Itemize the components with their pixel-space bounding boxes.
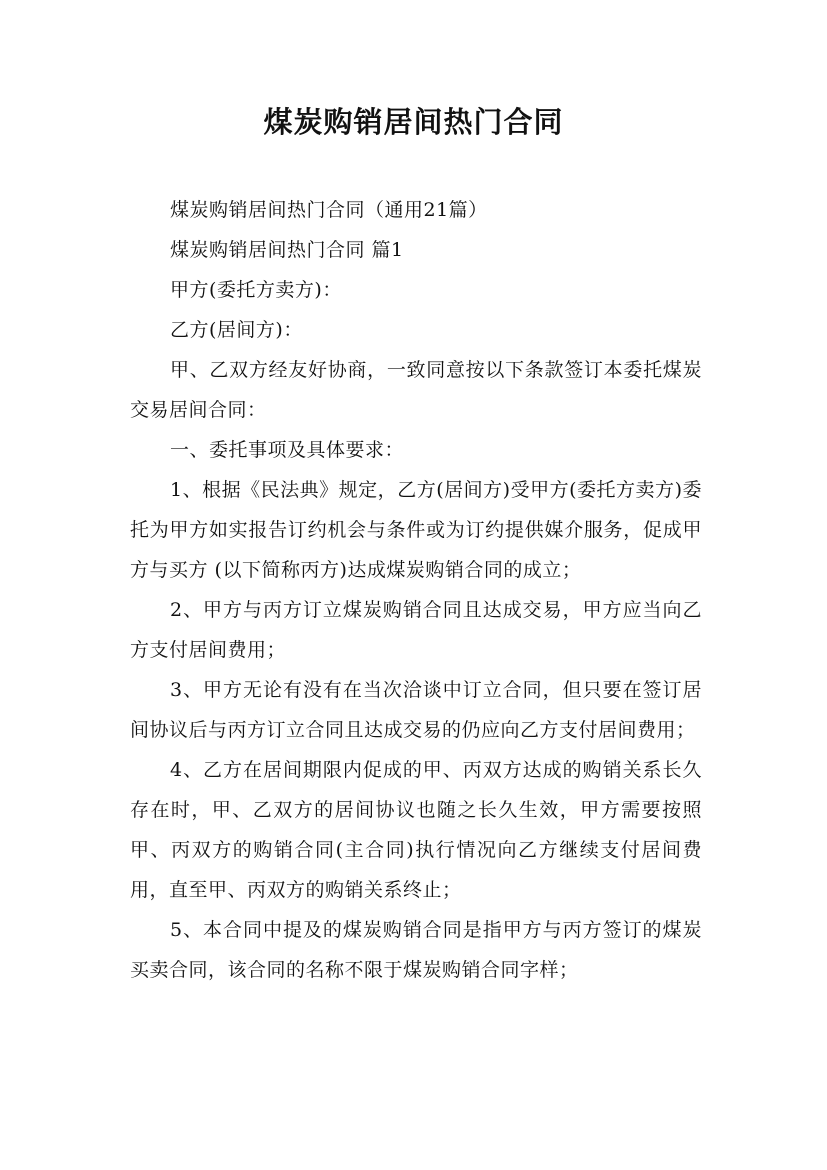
paragraph-preamble: 甲、乙双方经友好协商，一致同意按以下条款签订本委托煤炭交易居间合同： [130,359,702,421]
paragraph-party-b: 乙方(居间方)： [170,319,303,341]
paragraph-clause-3: 3、甲方无论有没有在当次洽谈中订立合同，但只要在签订居间协议后与丙方订立合同且达成交易的仍应向乙方支付居间费用； [130,679,702,741]
document-title: 煤炭购销居间热门合同 [263,105,564,139]
paragraph-clause-4: 4、乙方在居间期限内促成的甲、丙双方达成的购销关系长久存在时，甲、乙双方的居间协议也随之长久生效，甲方需要按照甲、丙双方的购销合同(主合同)执行情况向乙方继续支付居间费用，直至甲、丙双方的购销关系终止； [130,759,702,901]
paragraph-clause-1: 1、根据《民法典》规定，乙方(居间方)受甲方(委托方卖方)委托为甲方如实报告订约机会与条件或为订约提供媒介服务，促成甲方与买方 (以下简称丙方)达成煤炭购销合同的成立； [130,479,702,581]
paragraph-clause-heading: 一、委托事项及具体要求： [170,439,405,461]
paragraph-clause-2: 2、甲方与丙方订立煤炭购销合同且达成交易，甲方应当向乙方支付居间费用； [130,599,702,661]
paragraph-clause-5: 5、本合同中提及的煤炭购销合同是指甲方与丙方签订的煤炭买卖合同，该合同的名称不限于煤炭购销合同字样； [130,919,702,981]
paragraph-subtitle: 煤炭购销居间热门合同（通用21篇） [170,199,488,221]
paragraph-section-heading: 煤炭购销居间热门合同 篇1 [170,239,404,261]
document-body [130,190,702,990]
paragraph-party-a: 甲方(委托方卖方)： [170,279,342,301]
